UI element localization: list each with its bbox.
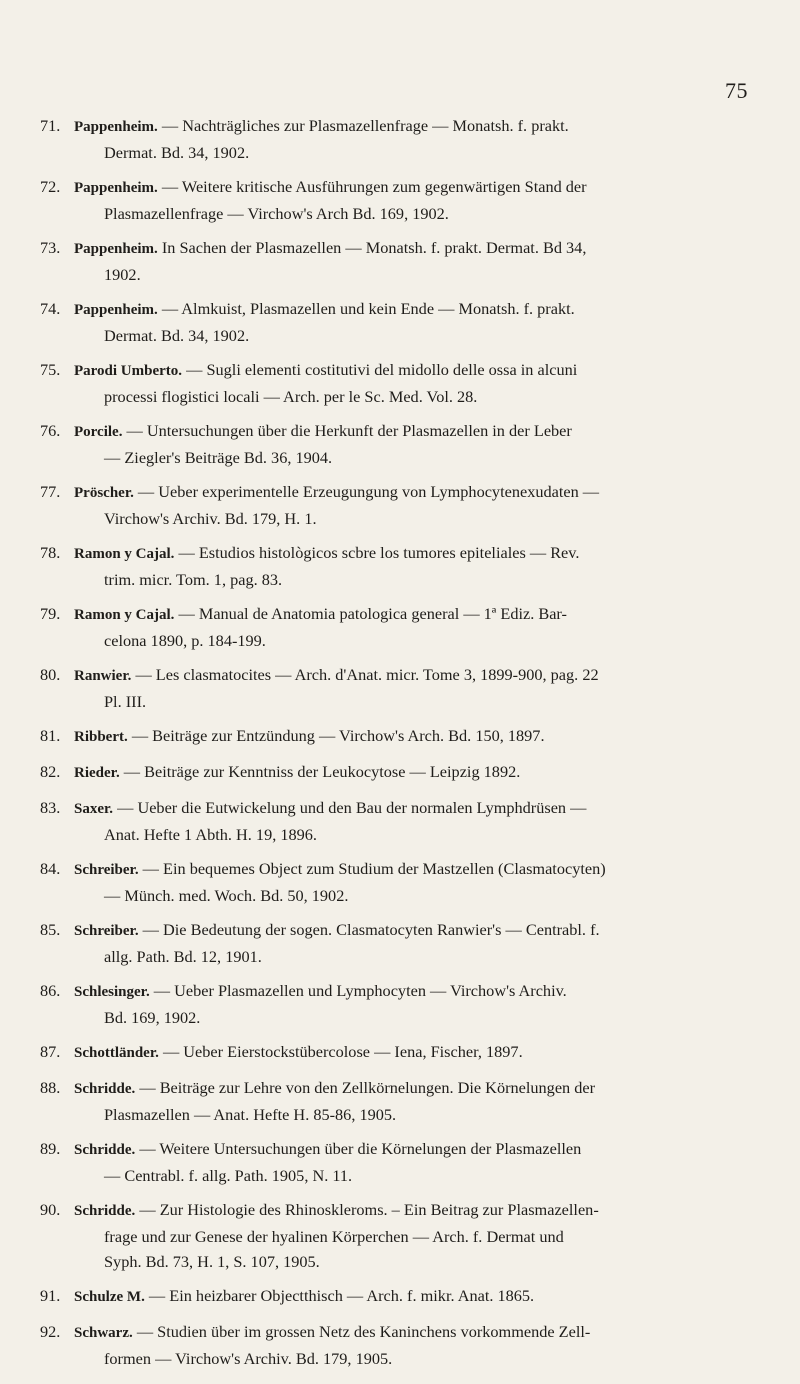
reference-author: Ranwier. bbox=[74, 668, 132, 684]
reference-text: — Ueber Plasmazellen und Lymphocyten — Virchow's Archiv. bbox=[149, 981, 567, 1000]
reference-author: Schulze M. bbox=[74, 1289, 145, 1305]
reference-continuation: allg. Path. Bd. 12, 1901. bbox=[104, 947, 262, 966]
reference-text: — Ein heizbarer Objectthisch — Arch. f. mikr. Anat. 1865. bbox=[144, 1286, 535, 1305]
reference-entry bbox=[40, 479, 762, 531]
reference-entry bbox=[40, 174, 762, 226]
reference-entry bbox=[40, 418, 762, 470]
reference-continuation: formen — Virchow's Archiv. Bd. 179, 1905. bbox=[104, 1349, 393, 1368]
reference-entry bbox=[40, 1136, 762, 1188]
reference-continuation: celona 1890, p. 184-199. bbox=[104, 631, 266, 650]
reference-author: Rieder. bbox=[74, 765, 120, 781]
reference-entry bbox=[40, 1075, 762, 1127]
reference-author: Ribbert. bbox=[74, 729, 128, 745]
reference-author: Ramon y Cajal. bbox=[74, 607, 175, 623]
page-number: 75 bbox=[725, 78, 748, 103]
reference-author: Schottländer. bbox=[74, 1045, 159, 1061]
reference-author: Parodi Umberto. bbox=[74, 363, 183, 379]
reference-text: — Beiträge zur Lehre von den Zellkörnelungen. Die Körnelungen der bbox=[135, 1078, 596, 1097]
reference-text: — Ueber Eierstockstübercolose — Iena, Fischer, 1897. bbox=[158, 1042, 523, 1061]
reference-text: — Studien über im grossen Netz des Kaninchens vorkommende Zell- bbox=[132, 1322, 591, 1341]
reference-text: — Ueber experimentelle Erzeugungung von Lymphocytenexudaten — bbox=[133, 482, 600, 501]
reference-continuation: Pl. III. bbox=[104, 692, 147, 711]
reference-text: — Sugli elementi costitutivi del midollo delle ossa in alcuni bbox=[182, 360, 578, 379]
reference-continuation: trim. micr. Tom. 1, pag. 83. bbox=[104, 570, 283, 589]
reference-continuation: Dermat. Bd. 34, 1902. bbox=[104, 143, 250, 162]
reference-text: — Beiträge zur Kenntniss der Leukocytose — Leipzig 1892. bbox=[119, 762, 521, 781]
reference-continuation: 1902. bbox=[104, 265, 141, 284]
reference-text: — Estudios histològicos scbre los tumores epiteliales — Rev. bbox=[174, 543, 580, 562]
reference-continuation: — Ziegler's Beiträge Bd. 36, 1904. bbox=[104, 448, 333, 467]
reference-continuation: — Centrabl. f. allg. Path. 1905, N. 11. bbox=[104, 1166, 353, 1185]
reference-number: 72. bbox=[40, 177, 61, 196]
reference-entry bbox=[40, 296, 762, 348]
reference-text: — Die Bedeutung der sogen. Clasmatocyten Ranwier's — Centrabl. f. bbox=[138, 920, 600, 939]
reference-number: 84. bbox=[40, 859, 61, 878]
reference-entry bbox=[40, 540, 762, 592]
reference-author: Ramon y Cajal. bbox=[74, 546, 175, 562]
reference-author: Porcile. bbox=[74, 424, 123, 440]
reference-continuation: Virchow's Archiv. Bd. 179, H. 1. bbox=[104, 509, 317, 528]
reference-text: — Almkuist, Plasmazellen und kein Ende — Monatsh. f. prakt. bbox=[157, 299, 575, 318]
reference-entry bbox=[40, 235, 762, 287]
reference-number: 77. bbox=[40, 482, 61, 501]
reference-text: — Ein bequemes Object zum Studium der Mastzellen (Clasmatocyten) bbox=[138, 859, 606, 878]
reference-entry bbox=[40, 1039, 762, 1066]
reference-number: 81. bbox=[40, 726, 61, 745]
reference-entry bbox=[40, 662, 762, 714]
reference-number: 73. bbox=[40, 238, 61, 257]
reference-text: — Beiträge zur Entzündung — Virchow's Arch. Bd. 150, 1897. bbox=[127, 726, 545, 745]
reference-continuation: frage und zur Genese der hyalinen Körperchen — Arch. f. Dermat und bbox=[104, 1227, 564, 1246]
reference-text: — Ueber die Eutwickelung und den Bau der normalen Lymphdrüsen — bbox=[113, 798, 587, 817]
reference-continuation: — Münch. med. Woch. Bd. 50, 1902. bbox=[104, 886, 349, 905]
reference-entry bbox=[40, 978, 762, 1030]
reference-entry bbox=[40, 917, 762, 969]
reference-continuation: Bd. 169, 1902. bbox=[104, 1008, 201, 1027]
reference-author: Pappenheim. bbox=[74, 241, 158, 257]
reference-number: 78. bbox=[40, 543, 61, 562]
reference-number: 86. bbox=[40, 981, 61, 1000]
reference-continuation: Plasmazellenfrage — Virchow's Arch Bd. 169, 1902. bbox=[104, 204, 449, 223]
reference-author: Pappenheim. bbox=[74, 302, 158, 318]
reference-text: — Weitere kritische Ausführungen zum gegenwärtigen Stand der bbox=[157, 177, 587, 196]
reference-entry bbox=[40, 795, 762, 847]
reference-text: In Sachen der Plasmazellen — Monatsh. f. prakt. Dermat. Bd 34, bbox=[157, 238, 587, 257]
reference-entry bbox=[40, 601, 762, 653]
reference-number: 74. bbox=[40, 299, 61, 318]
reference-entry bbox=[40, 1319, 762, 1371]
reference-number: 83. bbox=[40, 798, 61, 817]
reference-text: — Manual de Anatomia patologica general — 1ª Ediz. Bar- bbox=[174, 604, 567, 623]
reference-number: 85. bbox=[40, 920, 61, 939]
reference-number: 88. bbox=[40, 1078, 61, 1097]
reference-number: 75. bbox=[40, 360, 61, 379]
reference-text: — Les clasmatocites — Arch. d'Anat. micr. Tome 3, 1899-900, pag. 22 bbox=[131, 665, 599, 684]
reference-author: Schreiber. bbox=[74, 923, 139, 939]
reference-entry bbox=[40, 759, 762, 786]
reference-text: — Untersuchungen über die Herkunft der Plasmazellen in der Leber bbox=[122, 421, 572, 440]
reference-author: Saxer. bbox=[74, 801, 114, 817]
reference-entry bbox=[40, 723, 762, 750]
reference-author: Pappenheim. bbox=[74, 119, 158, 135]
reference-number: 87. bbox=[40, 1042, 61, 1061]
reference-continuation: Syph. Bd. 73, H. 1, S. 107, 1905. bbox=[104, 1252, 320, 1271]
reference-entry bbox=[40, 357, 762, 409]
reference-continuation: Plasmazellen — Anat. Hefte H. 85-86, 1905. bbox=[104, 1105, 397, 1124]
reference-author: Pröscher. bbox=[74, 485, 134, 501]
reference-entry bbox=[40, 1197, 762, 1274]
reference-number: 91. bbox=[40, 1286, 61, 1305]
reference-text: — Zur Histologie des Rhinoskleroms. – Ein Beitrag zur Plasmazellen- bbox=[135, 1200, 599, 1219]
reference-author: Schlesinger. bbox=[74, 984, 150, 1000]
reference-continuation: Anat. Hefte 1 Abth. H. 19, 1896. bbox=[104, 825, 317, 844]
reference-number: 90. bbox=[40, 1200, 61, 1219]
reference-entry bbox=[40, 856, 762, 908]
reference-author: Pappenheim. bbox=[74, 180, 158, 196]
reference-text: — Nachträgliches zur Plasmazellenfrage — Monatsh. f. prakt. bbox=[157, 116, 569, 135]
reference-author: Schreiber. bbox=[74, 862, 139, 878]
reference-number: 92. bbox=[40, 1322, 61, 1341]
reference-number: 71. bbox=[40, 116, 61, 135]
reference-author: Schridde. bbox=[74, 1081, 136, 1097]
reference-author: Schridde. bbox=[74, 1142, 136, 1158]
reference-number: 76. bbox=[40, 421, 61, 440]
reference-author: Schwarz. bbox=[74, 1325, 133, 1341]
reference-number: 89. bbox=[40, 1139, 61, 1158]
reference-number: 80. bbox=[40, 665, 61, 684]
reference-number: 82. bbox=[40, 762, 61, 781]
reference-continuation: Dermat. Bd. 34, 1902. bbox=[104, 326, 250, 345]
reference-continuation: processi flogistici locali — Arch. per le Sc. Med. Vol. 28. bbox=[104, 387, 478, 406]
reference-entry bbox=[40, 113, 762, 165]
reference-text: — Weitere Untersuchungen über die Körnelungen der Plasmazellen bbox=[135, 1139, 582, 1158]
reference-entry bbox=[40, 1283, 762, 1310]
reference-author: Schridde. bbox=[74, 1203, 136, 1219]
reference-number: 79. bbox=[40, 604, 61, 623]
reference-list bbox=[40, 113, 762, 1380]
